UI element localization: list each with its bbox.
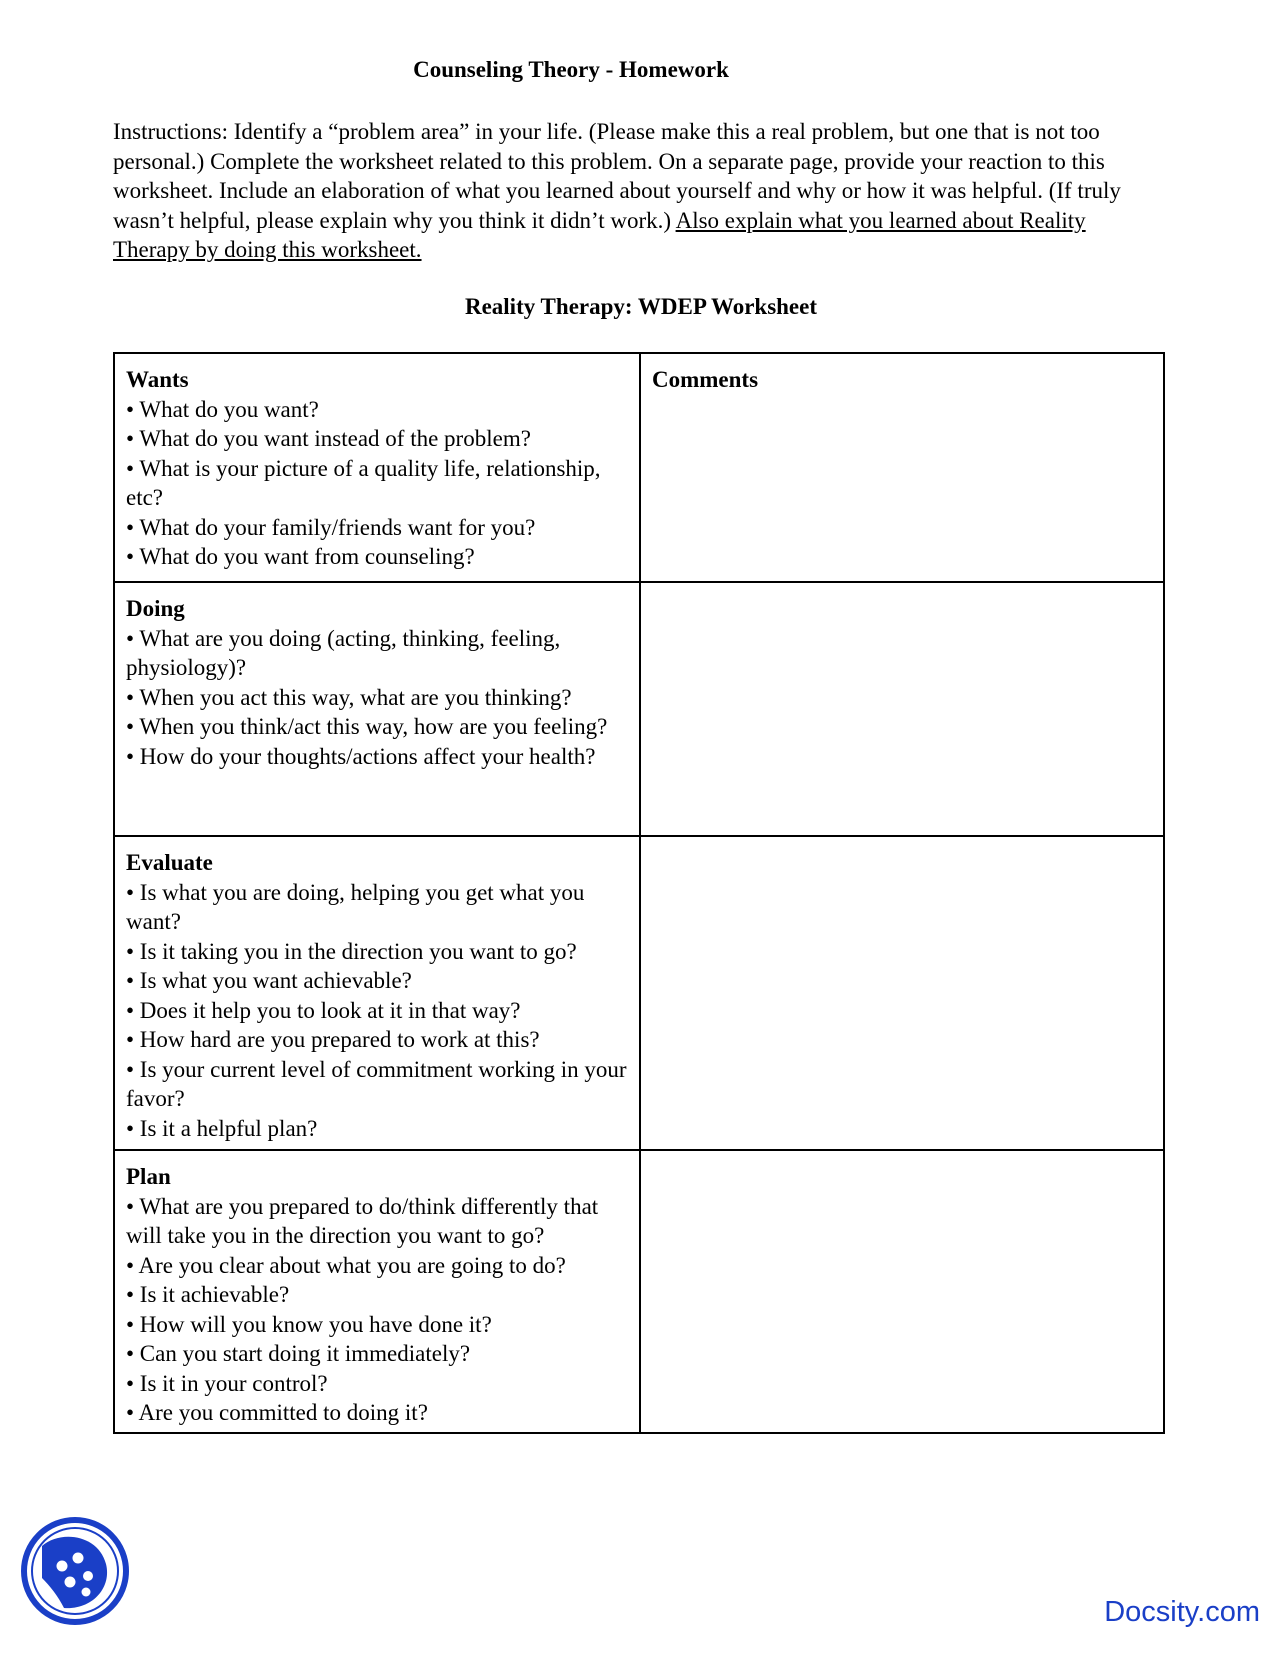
question-item: • Are you clear about what you are going to do? bbox=[126, 1252, 566, 1278]
question-item: • What do you want from counseling? bbox=[126, 544, 475, 569]
doing-row bbox=[114, 582, 1164, 836]
question-item: • Is your current level of commitment working in your favor? bbox=[126, 1056, 627, 1111]
instructions-underlined-text: Also explain what you learned about Reality Therapy by doing this worksheet. bbox=[113, 207, 1086, 262]
page-title: Counseling Theory - Homework bbox=[413, 57, 729, 82]
question-item: • How hard are you prepared to work at this? bbox=[126, 1027, 540, 1052]
plan-questions-cell bbox=[114, 1150, 640, 1433]
section-heading-doing: Doing bbox=[126, 596, 185, 621]
question-item: • Is it in your control? bbox=[126, 1370, 328, 1396]
doing-comments-cell[interactable] bbox=[640, 582, 1164, 836]
question-item: • Are you committed to doing it? bbox=[126, 1400, 428, 1425]
wdep-worksheet-table bbox=[113, 352, 1165, 1434]
question-item: • Can you start doing it immediately? bbox=[126, 1341, 471, 1366]
question-item: • What do your family/friends want for you? bbox=[126, 514, 536, 540]
wants-row bbox=[114, 353, 1164, 582]
section-heading-evaluate: Evaluate bbox=[126, 850, 213, 875]
plan-row bbox=[114, 1150, 1164, 1433]
docsity-brand-link[interactable]: Docsity.com bbox=[1104, 1596, 1260, 1628]
evaluate-questions-cell bbox=[114, 836, 640, 1150]
question-item: • When you think/act this way, how are you feeling? bbox=[126, 714, 608, 739]
question-item: • How will you know you have done it? bbox=[126, 1311, 492, 1337]
doing-questions-cell bbox=[114, 582, 640, 836]
question-item: • What are you prepared to do/think differently that will take you in the direction you want to go? bbox=[126, 1193, 599, 1248]
question-item: • Is it achievable? bbox=[126, 1282, 290, 1307]
question-item: • What do you want? bbox=[126, 396, 319, 422]
section-heading-plan: Plan bbox=[126, 1164, 171, 1189]
question-item: • Is it taking you in the direction you want to go? bbox=[126, 938, 577, 964]
wants-questions-cell bbox=[114, 353, 640, 582]
section-heading-wants: Wants bbox=[126, 367, 189, 392]
question-item: • Is what you are doing, helping you get what you want? bbox=[126, 879, 585, 934]
docsity-logo-icon bbox=[20, 1516, 130, 1626]
question-item: • Is it a helpful plan? bbox=[126, 1115, 318, 1141]
comments-header: Comments bbox=[652, 367, 759, 392]
evaluate-row bbox=[114, 836, 1164, 1150]
question-item: • What is your picture of a quality life, relationship, etc? bbox=[126, 455, 601, 510]
instructions-paragraph bbox=[113, 117, 1163, 265]
plan-comments-cell[interactable] bbox=[640, 1150, 1164, 1433]
worksheet-title: Reality Therapy: WDEP Worksheet bbox=[464, 294, 818, 319]
question-item: • What do you want instead of the problem? bbox=[126, 426, 531, 451]
instructions-text: Instructions: Identify a “problem area” in your life. (Please make this a real problem, but one that is not too personal.) Complete the worksheet related to this problem. On a separate page, provide your reaction to this worksheet. Include an elaboration of what you learned about yourself and why or how it was helpful. (If truly wasn’t helpful, please explain why you think it didn’t work.) bbox=[113, 119, 1121, 233]
question-item: • How do your thoughts/actions affect your health? bbox=[126, 743, 596, 769]
wants-comments-cell[interactable] bbox=[640, 353, 1164, 582]
evaluate-comments-cell[interactable] bbox=[640, 836, 1164, 1150]
question-item: • Does it help you to look at it in that way? bbox=[126, 997, 521, 1023]
question-item: • Is what you want achievable? bbox=[126, 968, 412, 993]
question-item: • What are you doing (acting, thinking, feeling, physiology)? bbox=[126, 625, 561, 680]
question-item: • When you act this way, what are you thinking? bbox=[126, 684, 572, 710]
